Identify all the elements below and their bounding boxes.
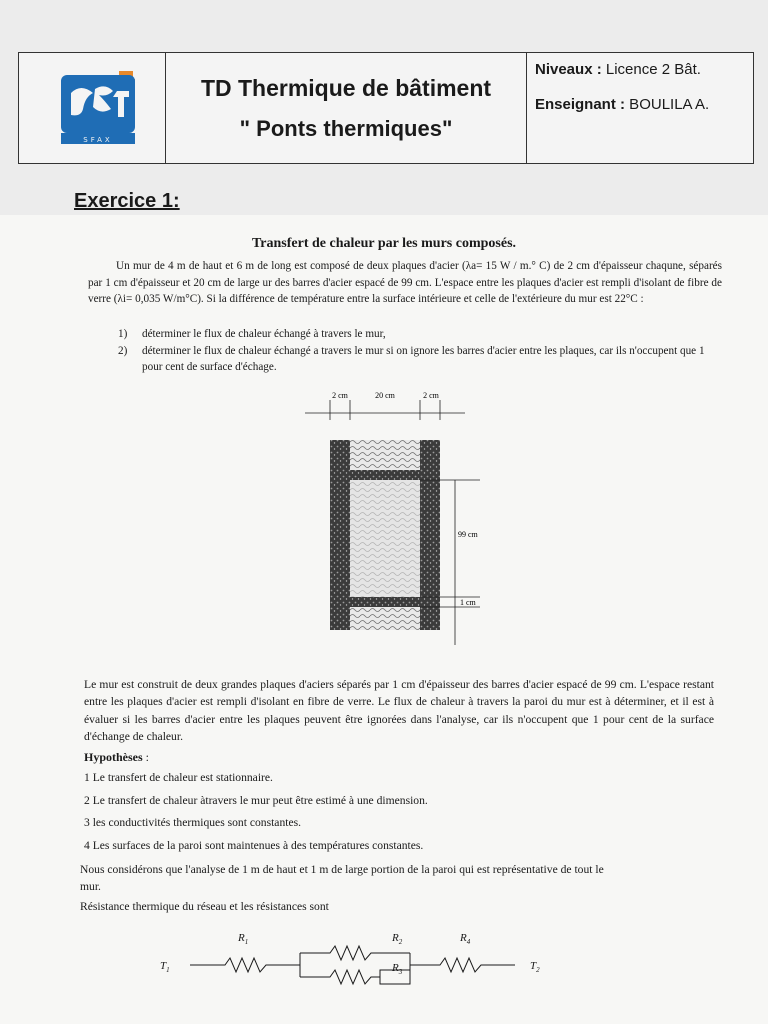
steel-bar-top	[350, 470, 420, 480]
solution-paragraph: Le mur est construit de deux grandes plaques d'aciers séparés par 1 cm d'épaisseur des barres d'acier espacé de 99 cm. L'espace restant entre les plaques d'acier est rempli d'isolant en fibre de verre. Le flux de chaleur à travers la paroi du mur est à déterminer, et il est à évaluer si les barres d'acier entre les plaques peuvent être ignorées dans l'analyse, car ils n'occupent que 1 pour cent de la surface d'échange de chaleur.	[84, 678, 714, 744]
resistor-r4	[410, 958, 515, 972]
resistance-intro: Résistance thermique du réseau et les résistances sont	[80, 900, 329, 913]
question-number: 1)	[118, 328, 128, 340]
resistance-network-diagram	[150, 925, 550, 995]
enseignant-value: BOULILA A.	[625, 96, 710, 113]
problem-statement	[88, 258, 722, 308]
t2-label: $T_2$	[530, 960, 540, 974]
r4-label: $R_4$	[460, 932, 471, 946]
dim-bar-label: 1 cm	[460, 598, 476, 607]
resistor-r1	[190, 958, 300, 972]
dim-right-label: 2 cm	[423, 391, 439, 400]
wall-section-figure	[300, 385, 500, 645]
niveaux-label: Niveaux :	[535, 61, 602, 78]
list-item	[118, 326, 724, 343]
question-number: 2)	[118, 344, 128, 357]
info-cell	[527, 53, 753, 163]
resistor-r3	[300, 970, 380, 984]
steel-plate-right	[420, 440, 440, 630]
dim-left-label: 2 cm	[332, 391, 348, 400]
document-subtitle: " Ponts thermiques"	[239, 115, 453, 141]
exercise-title: Exercice 1:	[74, 190, 180, 212]
resistor-r2	[300, 946, 410, 960]
hypothesis-item: 4 Les surfaces de la paroi sont maintenues à des températures constantes.	[84, 839, 424, 852]
hypothesis-item: 1 Le transfert de chaleur est stationnaire.	[84, 771, 273, 784]
document-title: TD Thermique de bâtiment	[200, 74, 492, 101]
enseignant-label: Enseignant :	[535, 96, 626, 113]
hypotheses-heading	[84, 750, 149, 765]
list-item	[118, 343, 724, 376]
steel-plate-left	[330, 440, 350, 630]
question-list	[118, 326, 724, 376]
steel-bar-bottom	[350, 597, 420, 607]
hypothesis-item: 3 les conductivités thermiques sont constantes.	[84, 816, 302, 829]
dim-mid-label: 20 cm	[375, 391, 395, 400]
question-text: déterminer le flux de chaleur échangé à travers le mur,	[142, 328, 386, 340]
hypotheses-title: Hypothèses	[84, 750, 143, 764]
question-text: déterminer le flux de chaleur échangé a travers le mur si on ignore les barres d'acier entre les plaques, car ils n'occupent que 1 pour cent de surface d'échage.	[142, 344, 705, 374]
title-cell	[166, 53, 527, 163]
r3-label: $R_3$	[392, 962, 403, 976]
problem-text: Un mur de 4 m de haut et 6 m de long est composé de deux plaques d'acier (λa= 15 W / m.° C) de 2 cm d'épaisseur chaqune, séparés par 1 cm d'épaisseur et 20 cm de large ur des barres d'acier espacé de 99 cm. L'espace entre les plaques d'acier est rempli d'isolant de fibre de verre (λi= 0,035 W/m°C). Si la différence de température entre la surface intérieure et celle de l'extérieure du mur est 22°C :	[88, 260, 722, 306]
section-title: Transfert de chaleur par les murs composés.	[251, 236, 517, 251]
t1-label: $T_1$	[160, 960, 170, 974]
enseignant-row	[535, 96, 753, 113]
r1-label: $R_1$	[238, 932, 249, 946]
r2-label: $R_2$	[392, 932, 403, 946]
hypothesis-item: 2 Le transfert de chaleur àtravers le mur peut être estimé à une dimension.	[84, 794, 428, 807]
niveaux-value: Licence 2 Bât.	[601, 61, 701, 78]
niveaux-row	[535, 61, 753, 78]
analysis-paragraph: Nous considérons que l'analyse de 1 m de haut et 1 m de large portion de la paroi qui est représentative de tout le mur.	[80, 863, 604, 893]
hypotheses-colon: :	[142, 750, 150, 764]
logo-cell	[19, 53, 166, 163]
logo-text: SFAX	[83, 136, 113, 144]
dim-spacing-label: 99 cm	[458, 530, 478, 539]
header-table	[18, 52, 754, 164]
iset-logo	[61, 71, 149, 146]
